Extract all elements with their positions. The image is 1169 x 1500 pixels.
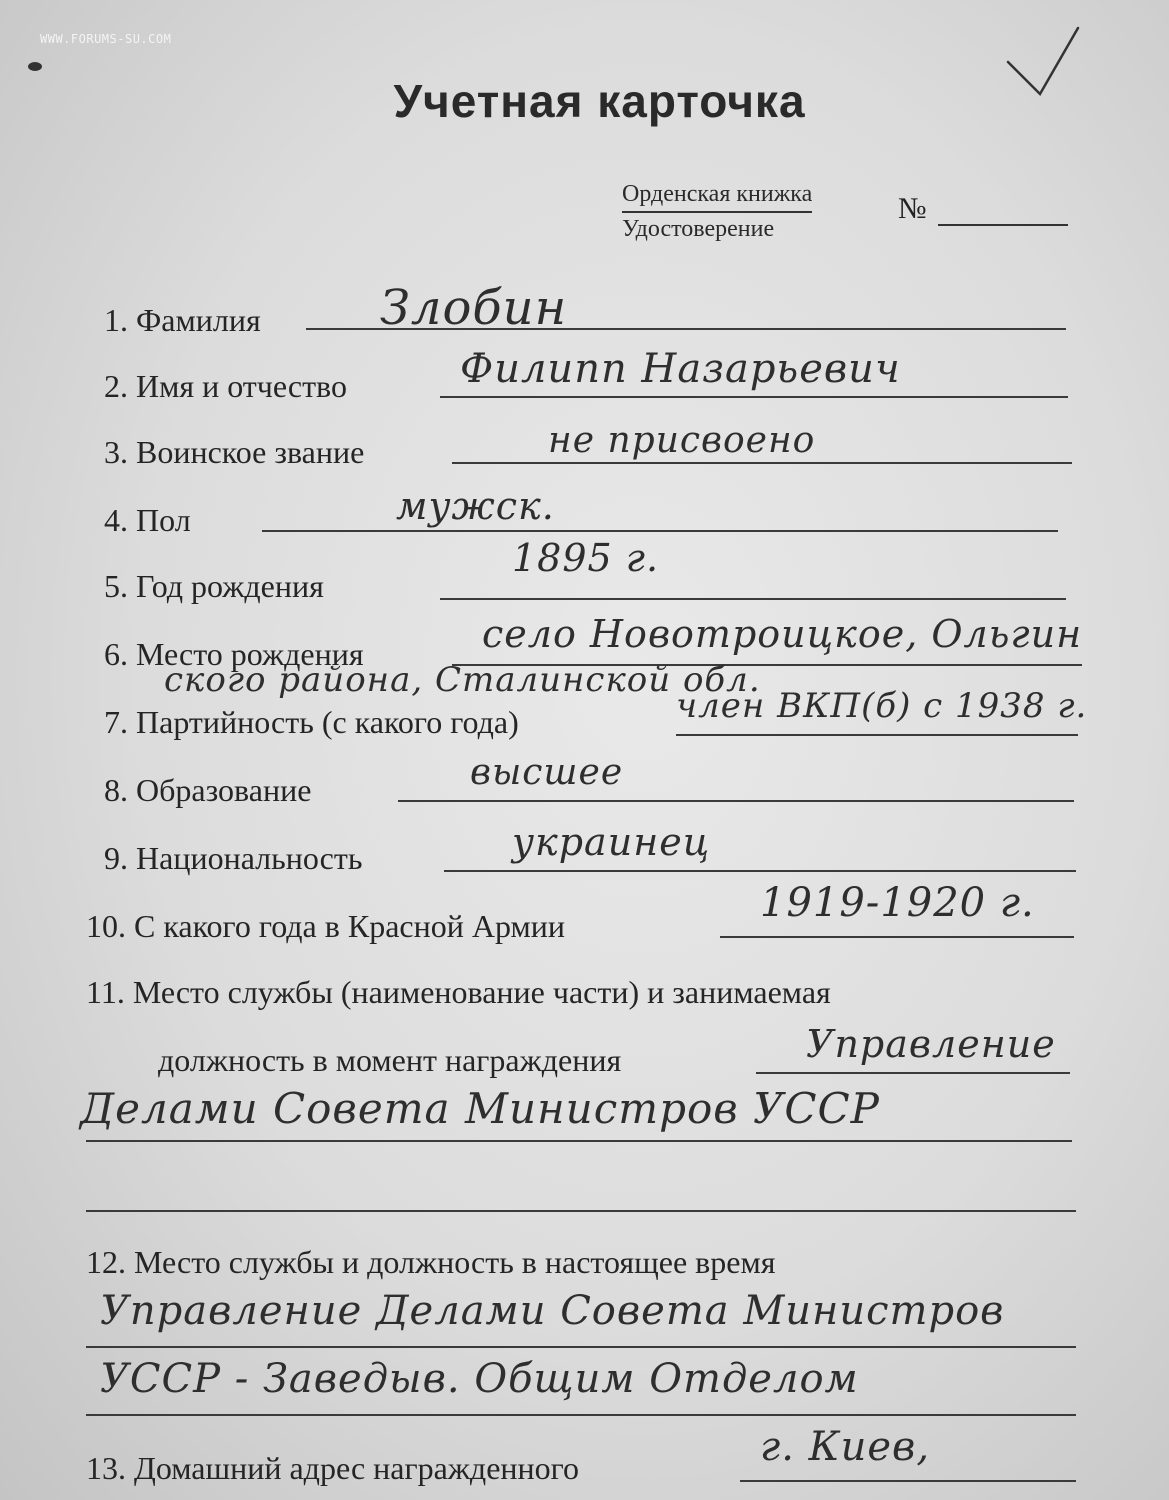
field-5-value: 1895 г. (512, 536, 660, 580)
field-8-line (398, 800, 1074, 802)
field-5-line (440, 598, 1066, 600)
certificate-label: Удостоверение (622, 216, 775, 242)
field-10-label: 10. С какого года в Красной Армии (86, 908, 565, 944)
field-2-label: 2. Имя и отчество (104, 368, 347, 404)
field-11-label-continued: должность в момент награждения (158, 1042, 622, 1078)
field-9-label: 9. Национальность (104, 840, 363, 876)
field-4-label: 4. Пол (104, 502, 191, 538)
field-3-line (452, 462, 1072, 464)
field-4-value: мужск. (396, 484, 555, 528)
field-13-line (740, 1480, 1076, 1482)
field-12-label: 12. Место службы и должность в настоящее время (86, 1244, 776, 1280)
field-12-line-1 (86, 1346, 1076, 1348)
field-8-label: 8. Образование (104, 772, 312, 808)
field-10-value: 1919-1920 г. (760, 880, 1035, 926)
field-3-value: не присвоено (548, 420, 816, 461)
order-book-label: Орденская книжка (622, 178, 812, 213)
field-13-value: г. Киев, (760, 1424, 931, 1470)
field-6-label: 6. Место рождения (104, 636, 364, 672)
field-6-value: село Новотроицкое, Ольгин (482, 612, 1083, 656)
field-13-label: 13. Домашний адрес награжденного (86, 1450, 579, 1486)
field-11-line-2 (86, 1140, 1072, 1142)
field-9-line (444, 870, 1076, 872)
field-11-line-1 (756, 1072, 1070, 1074)
field-11-line-3 (86, 1210, 1076, 1212)
field-4-line (262, 530, 1058, 532)
order-book-labels (622, 178, 812, 246)
book-number-label: № (898, 192, 927, 225)
field-11-value: Управление (806, 1022, 1056, 1066)
field-2-line (440, 396, 1068, 398)
field-2-value: Филипп Назарьевич (460, 346, 901, 392)
field-8-value: высшее (470, 752, 624, 793)
field-7-label: 7. Партийность (с какого года) (104, 704, 519, 740)
field-6-value-continued: ского района, Сталинской обл. (164, 660, 761, 700)
field-11-value-continued: Делами Совета Министров УССР (80, 1084, 880, 1133)
field-1-label: 1. Фамилия (104, 302, 261, 338)
ink-speck (28, 62, 42, 71)
field-5-label: 5. Год рождения (104, 568, 324, 604)
watermark: WWW.FORUMS-SU.COM (40, 32, 172, 46)
field-1-value: Злобин (380, 280, 568, 336)
field-7-value: член ВКП(б) с 1938 г. (676, 686, 1088, 726)
field-7-line (676, 734, 1078, 736)
field-3-label: 3. Воинское звание (104, 434, 365, 470)
field-9-value: украинец (512, 820, 711, 864)
field-12-line-2 (86, 1414, 1076, 1416)
field-12-value: Управление Делами Совета Министров (100, 1288, 1005, 1334)
document-title: Учетная карточка (393, 75, 806, 127)
book-number-line (938, 224, 1068, 226)
field-10-line (720, 936, 1074, 938)
field-12-value-continued: УССР - Заведыв. Общим Отделом (100, 1356, 859, 1402)
field-11-label: 11. Место службы (наименование части) и занимаемая (86, 974, 831, 1010)
